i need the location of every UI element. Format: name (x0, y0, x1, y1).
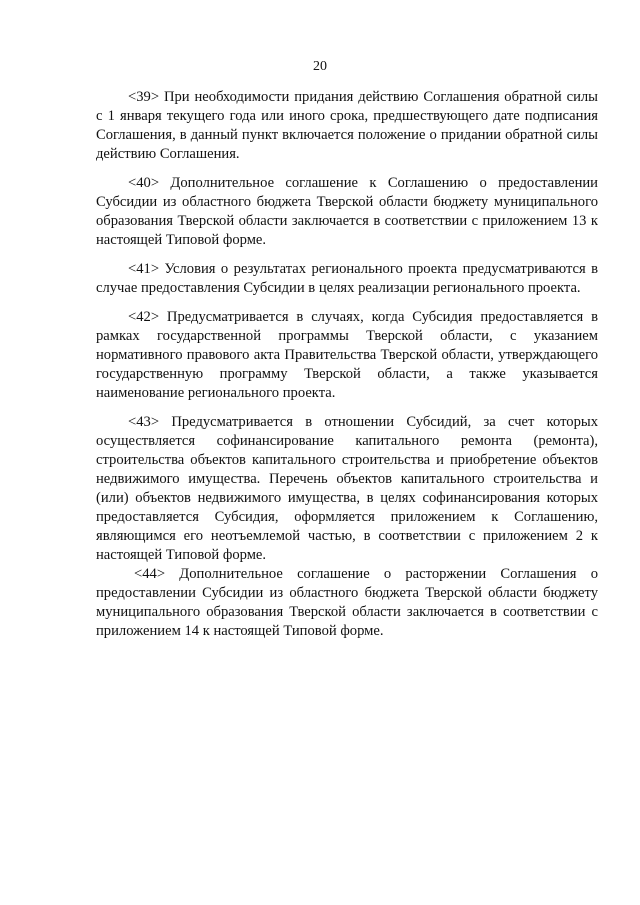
footnote-41: <41> Условия о результатах регионального проекта предусматриваются в случае предоставления Субсидии в целях реализации регионального проекта. (96, 261, 598, 296)
footnote-44: <44> Дополнительное соглашение о расторжении Соглашения о предоставлении Субсидии из областного бюджета Тверской области бюджету муниципального образования Тверской области заключается в соответствии с приложением 14 к настоящей Типовой форме. (96, 566, 598, 639)
footnote-40: <40> Дополнительное соглашение к Соглашению о предоставлении Субсидии из областного бюджета Тверской области бюджету муниципального образования Тверской области заключается в соответствии с приложением 13 к настоящей Типовой форме. (96, 175, 598, 248)
footnote-43: <43> Предусматривается в отношении Субсидий, за счет которых осуществляется софинансирование капитального ремонта (ремонта), строительства объектов капитального строительства и приобретение объектов недвижимого имущества. Перечень объектов капитального строительства и (или) объектов недвижимого имущества, в целях софинансирования которых предоставляется Субсидия, оформляется приложением к Соглашению, являющимся его неотъемлемой частью, в соответствии с приложением 2 к настоящей Типовой форме. (96, 414, 598, 563)
footnotes-block (96, 88, 598, 641)
page-number: 20 (313, 59, 327, 74)
footnote-39: <39> При необходимости придания действию Соглашения обратной силы с 1 января текущего года или иного срока, предшествующего дате подписания Соглашения, в данный пункт включается положение о придании обратной силы действию Соглашения. (96, 89, 598, 162)
footnote-42: <42> Предусматривается в случаях, когда Субсидия предоставляется в рамках государственной программы Тверской области, с указанием нормативного правового акта Правительства Тверской области, утверждающего государственную программу Тверской области, а также указывается наименование регионального проекта. (96, 309, 598, 401)
